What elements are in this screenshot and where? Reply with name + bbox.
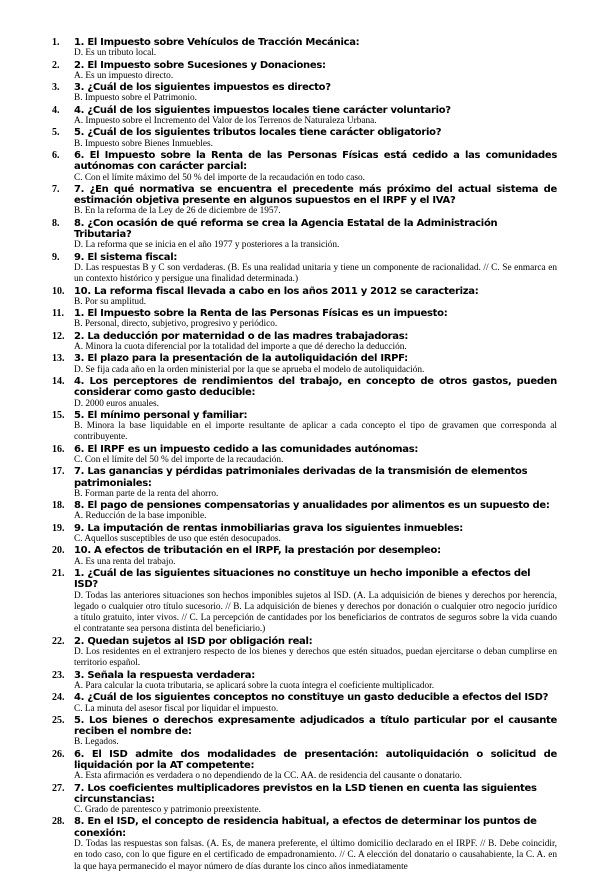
list-item bbox=[52, 150, 557, 184]
question: 1. El Impuesto sobre Vehículos de Tracción Mecánica: bbox=[74, 37, 360, 48]
question: 7. Las ganancias y pérdidas patrimoniales derivadas de la transmisión de elementos patrimoniales: bbox=[74, 466, 528, 489]
question: 10. La reforma fiscal llevada a cabo en los años 2011 y 2012 se caracteriza: bbox=[74, 285, 479, 297]
item-number: 14. bbox=[52, 375, 65, 387]
item-number: 19. bbox=[52, 522, 65, 534]
list-item bbox=[52, 692, 557, 715]
answer: A. Minora la cuota diferencial por la totalidad del importe a que dé derecho la deducción. bbox=[74, 342, 407, 353]
answer: B. Legados. bbox=[74, 737, 119, 748]
question: 3. Señala la respuesta verdadera: bbox=[74, 669, 255, 681]
answer: B. En la reforma de la Ley de 26 de diciembre de 1957. bbox=[74, 206, 281, 217]
answer: D. Todas las anteriores situaciones son hechos imponibles sujetos al ISD. (A. La adquisición de bienes y derechos por herencia, legado o cualquier otro título sucesorio. // B. La adquisición de bienes y derechos por donación o cualquier otro negocio jurídico a título gratuito, inter vivos. // C. La percepción de cantidades por los beneficiarios de contratos de seguros sobre la vida cuando el contratante sea persona distinta del beneficiario.) bbox=[74, 590, 557, 635]
question: 7. ¿En qué normativa se encuentra el precedente más próximo del actual sistema de estimación objetiva presente en algunos supuestos en el IRPF y el IVA? bbox=[74, 183, 557, 207]
answer: B. Por su amplitud. bbox=[74, 296, 147, 307]
question: 2. Quedan sujetos al ISD por obligación real: bbox=[74, 635, 313, 647]
list-item bbox=[52, 568, 557, 636]
list-item bbox=[52, 105, 557, 128]
item-number: 20. bbox=[52, 545, 65, 557]
answer: D. La reforma que se inicia en el año 1977 y posteriores a la transición. bbox=[74, 240, 340, 251]
answer: A. Para calcular la cuota tributaria, se aplicará sobre la cuota íntegra el coeficiente multiplicador. bbox=[74, 680, 435, 691]
item-number: 7. bbox=[52, 183, 60, 195]
list-item bbox=[52, 749, 557, 783]
question: 1. ¿Cuál de las siguientes situaciones no constituye un hecho imponible a efectos del ISD? bbox=[74, 567, 531, 591]
question: 6. El IRPF es un impuesto cedido a las comunidades autónomas: bbox=[74, 443, 419, 455]
question: 4. ¿Cuál de los siguientes impuestos locales tiene carácter voluntario? bbox=[74, 104, 451, 116]
answer: B. Forman parte de la renta del ahorro. bbox=[74, 488, 219, 499]
list-item bbox=[52, 670, 557, 693]
list-item bbox=[52, 466, 557, 500]
list-item bbox=[52, 500, 557, 523]
answer: C. Con el límite máximo del 50 % del importe de la recaudación en todo caso. bbox=[74, 172, 365, 183]
item-number: 28. bbox=[52, 816, 65, 828]
item-number: 26. bbox=[52, 748, 65, 760]
item-number: 3. bbox=[52, 82, 60, 94]
question: 4. Los perceptores de rendimientos del trabajo, en concepto de otros gastos, pueden considerar como gasto deducible: bbox=[74, 375, 557, 399]
question: 6. El Impuesto sobre la Renta de las Personas Físicas está cedido a las comunidades autónomas con carácter parcial: bbox=[74, 149, 557, 173]
list-item bbox=[52, 252, 557, 286]
list-item bbox=[52, 127, 557, 150]
list-item bbox=[52, 60, 557, 83]
list-item bbox=[52, 37, 557, 60]
item-number: 17. bbox=[52, 466, 65, 478]
question: 8. El pago de pensiones compensatorias y anualidades por alimentos es un supuesto de: bbox=[74, 500, 550, 512]
list-item bbox=[52, 715, 557, 749]
item-number: 5. bbox=[52, 127, 60, 139]
answer: C. Aquellos susceptibles de uso que estén desocupados. bbox=[74, 534, 281, 545]
item-number: 9. bbox=[52, 251, 60, 263]
list-item bbox=[52, 376, 557, 410]
answer: B. Minora la base liquidable en el importe resultante de aplicar a cada concepto el tipo de gravamen que corresponda al contribuyente. bbox=[74, 421, 557, 443]
answer: B. Personal, directo, subjetivo, progresivo y periódico. bbox=[74, 319, 278, 330]
question: 10. A efectos de tributación en el IRPF, la prestación por desempleo: bbox=[74, 545, 441, 557]
document-page bbox=[52, 37, 557, 873]
question: 3. El plazo para la presentación de la autoliquidación del IRPF: bbox=[74, 353, 408, 365]
question: 5. ¿Cuál de los siguientes tributos locales tiene carácter obligatorio? bbox=[74, 127, 442, 139]
answer: D. Las respuestas B y C son verdaderas. (B. Es una realidad unitaria y tiene un componente de racionalidad. // C. Se enmarca en un contexto histórico y persigue una finalidad determinada.) bbox=[74, 262, 557, 285]
list-item bbox=[52, 218, 557, 252]
item-number: 13. bbox=[52, 353, 65, 365]
list-item bbox=[52, 184, 557, 218]
item-number: 24. bbox=[52, 692, 65, 704]
list-item bbox=[52, 353, 557, 376]
item-number: 16. bbox=[52, 443, 65, 455]
answer: D. Los residentes en el extranjero respecto de los bienes y derechos que estén situados, puedan ejercitarse o deban cumplirse en territorio español. bbox=[74, 647, 557, 669]
question: 1. El Impuesto sobre la Renta de las Personas Físicas es un impuesto: bbox=[74, 308, 448, 320]
question: 4. ¿Cuál de los siguientes conceptos no constituye un gasto deducible a efectos del ISD? bbox=[74, 692, 549, 704]
list-item bbox=[52, 82, 557, 105]
question: 5. El mínimo personal y familiar: bbox=[74, 409, 248, 421]
list-item bbox=[52, 523, 557, 546]
list-item bbox=[52, 410, 557, 444]
list-item bbox=[52, 636, 557, 670]
answer: D. 2000 euros anuales. bbox=[74, 398, 159, 409]
question: 6. El ISD admite dos modalidades de presentación: autoliquidación o solicitud de liquidación por la AT competente: bbox=[74, 748, 557, 771]
question: 2. El Impuesto sobre Sucesiones y Donaciones: bbox=[74, 59, 326, 71]
answer: C. Grado de parentesco y patrimonio preexistente. bbox=[74, 805, 261, 816]
list-item bbox=[52, 783, 557, 817]
item-number: 8. bbox=[52, 217, 60, 229]
item-number: 15. bbox=[52, 409, 65, 421]
item-number: 12. bbox=[52, 330, 65, 342]
item-number: 10. bbox=[52, 285, 65, 297]
answer: C. La minuta del asesor fiscal por liquidar el impuesto. bbox=[74, 703, 279, 714]
answer: A. Es una renta del trabajo. bbox=[74, 556, 176, 567]
item-number: 11. bbox=[52, 308, 64, 320]
list-item bbox=[52, 444, 557, 467]
question: 8. En el ISD, el concepto de residencia habitual, a efectos de determinar los puntos de conexión: bbox=[74, 816, 537, 839]
item-number: 2. bbox=[52, 59, 60, 71]
answer: B. Impuesto sobre el Patrimonio. bbox=[74, 93, 197, 104]
answer: D. Todas las respuestas son falsas. (A. Es, de manera preferente, el último domicilio declarado en el IRPF. // B. Debe coincidir, en todo caso, con lo que figure en el certificado de empadronamiento. // C. A elección del donatario o causahabiente, la C. A. en la que haya permanecido el mayor número de días durante los cinco años inmediatamente bbox=[74, 839, 557, 872]
question: 8. ¿Con ocasión de qué reforma se crea la Agencia Estatal de la Administración Tributaria? bbox=[74, 217, 498, 241]
list-item bbox=[52, 331, 557, 354]
item-number: 1. bbox=[52, 37, 60, 48]
answer: A. Esta afirmación es verdadera o no dependiendo de la CC. AA. de residencia del causante o donatario. bbox=[74, 771, 463, 782]
answer: A. Impuesto sobre el Incremento del Valor de los Terrenos de Naturaleza Urbana. bbox=[74, 116, 377, 127]
answer: D. Es un tributo local. bbox=[74, 48, 157, 59]
item-number: 18. bbox=[52, 500, 65, 512]
question: 2. La deducción por maternidad o de las madres trabajadoras: bbox=[74, 330, 409, 342]
item-number: 27. bbox=[52, 782, 65, 794]
answer: D. Se fija cada año en la orden ministerial por la que se aprueba el modelo de autoliquidación. bbox=[74, 364, 425, 375]
question: 9. El sistema fiscal: bbox=[74, 251, 178, 263]
list-item bbox=[52, 286, 557, 309]
answer: A. Es un impuesto directo. bbox=[74, 70, 174, 81]
question: 7. Los coeficientes multiplicadores previstos en la LSD tienen en cuenta las siguientes circunstancias: bbox=[74, 782, 537, 805]
answer: A. Reducción de la base imponible. bbox=[74, 511, 207, 522]
list-item bbox=[52, 816, 557, 872]
item-number: 4. bbox=[52, 104, 60, 116]
list-item bbox=[52, 545, 557, 568]
answer: B. Impuesto sobre Bienes Inmuebles. bbox=[74, 138, 213, 149]
item-number: 21. bbox=[52, 567, 65, 579]
item-number: 23. bbox=[52, 669, 65, 681]
question: 9. La imputación de rentas inmobiliarias grava los siguientes inmuebles: bbox=[74, 522, 463, 534]
item-number: 6. bbox=[52, 149, 60, 161]
item-number: 25. bbox=[52, 714, 65, 726]
item-number: 22. bbox=[52, 635, 65, 647]
list-item bbox=[52, 308, 557, 331]
question: 5. Los bienes o derechos expresamente adjudicados a título particular por el causante reciben el nombre de: bbox=[74, 714, 557, 738]
answer: C. Con el límite del 50 % del importe de la recaudación. bbox=[74, 454, 284, 465]
question: 3. ¿Cuál de los siguientes impuestos es directo? bbox=[74, 82, 331, 94]
